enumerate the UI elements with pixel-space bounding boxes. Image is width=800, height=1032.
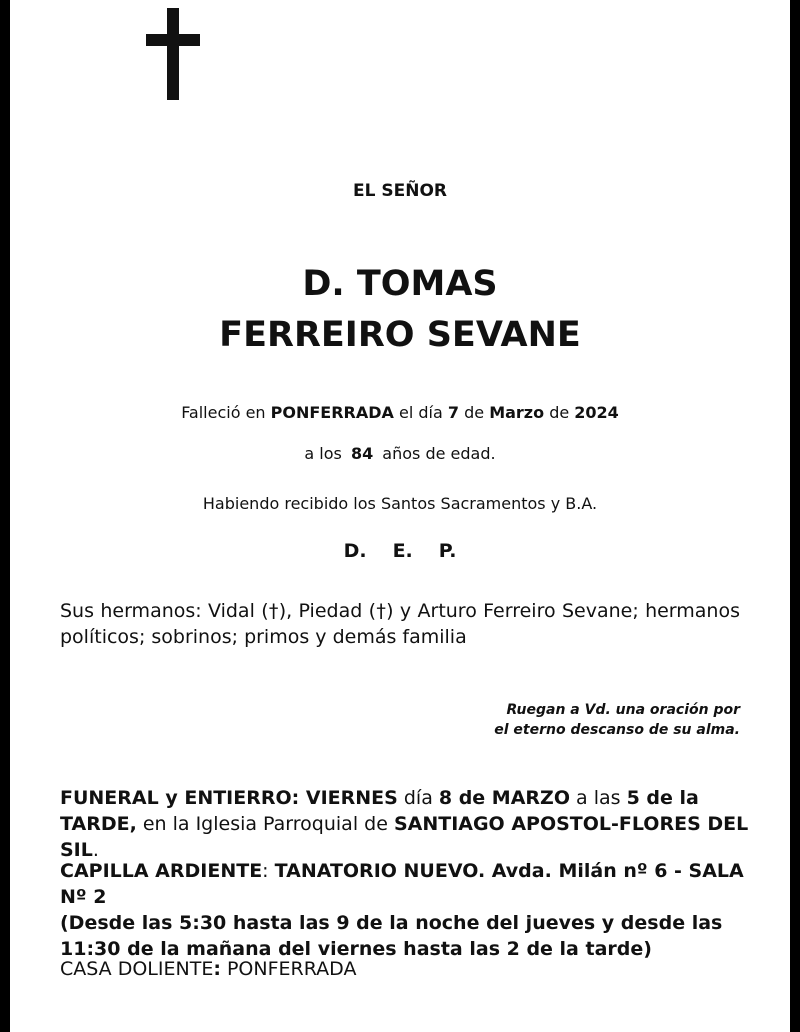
title-el-senor: EL SEÑOR [353,181,447,201]
family-text: Sus hermanos: Vidal (†), Piedad (†) y Arturo Ferreiro Sevane; hermanos políticos; sobrinos; primos y demás familia [60,600,740,648]
dep-initials: D. E. P. [343,540,457,562]
prayer-text: Ruegan a Vd. una oración por el eterno descanso de su alma. [494,702,740,738]
capilla-info: CAPILLA ARDIENTE: TANATORIO NUEVO. Avda. Milán nº 6 - SALA Nº 2 (Desde las 5:30 hasta las 9 de la noche del jueves y desde las 11:30 de la mañana del viernes hasta las 2 de la tarde) [60,860,744,960]
cross-icon [146,8,200,102]
deceased-name-line2: FERREIRO SEVANE [219,315,581,355]
obituary-card [10,0,790,1032]
deceased-name-line1: D. TOMAS [302,264,498,304]
age-info: a los 84 años de edad. [304,444,496,463]
funeral-info: FUNERAL y ENTIERRO: VIERNES día 8 de MARZO a las 5 de la TARDE, en la Iglesia Parroquial de SANTIAGO APOSTOL-FLORES DEL SIL. [60,787,749,861]
death-info: Falleció en PONFERRADA el día 7 de Marzo de 2024 [181,403,619,422]
casa-doliente: CASA DOLIENTE: PONFERRADA [60,958,357,980]
sacraments-text: Habiendo recibido los Santos Sacramentos y B.A. [202,494,598,513]
